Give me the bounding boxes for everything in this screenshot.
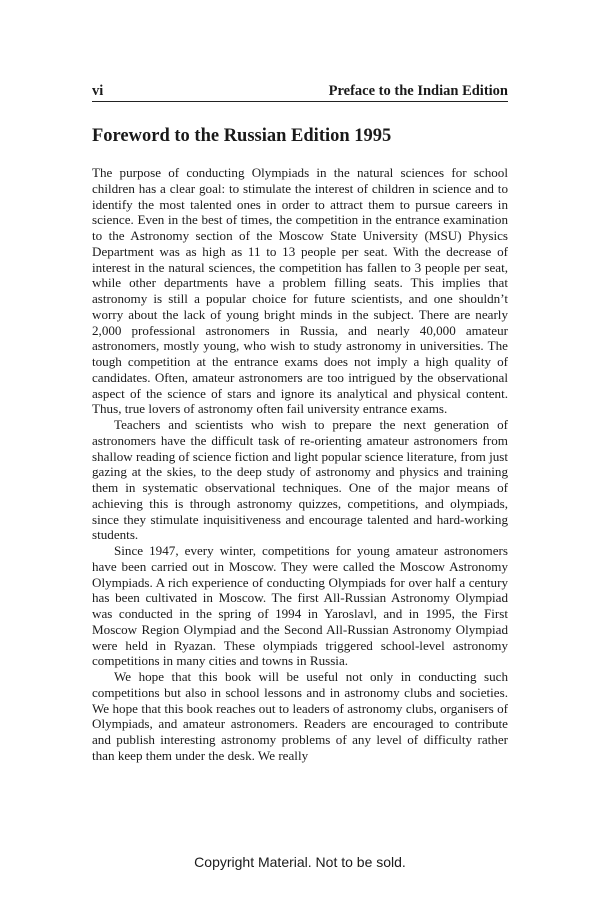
- running-title: Preface to the Indian Edition: [328, 83, 508, 99]
- paragraph: Since 1947, every winter, competitions for young amateur astronomers have been carried out in Moscow. They were called the Moscow Astronomy Olympiads. A rich experience of conducting Olympiads for over half a century has been cultivated in Moscow. The first All-Russian Astronomy Olympiad was conducted in the spring of 1994 in Yaroslavl, and in 1995, the First Moscow Region Olympiad and the Second All-Russian Astronomy Olympiad were held in Ryazan. These olympiads triggered school-level astronomy competitions in many cities and towns in Russia.: [92, 543, 508, 669]
- body-text: [92, 165, 508, 764]
- running-header: [92, 82, 508, 102]
- page-number: vi: [92, 83, 104, 99]
- paragraph: Teachers and scientists who wish to prepare the next generation of astronomers have the difficult task of re-orienting amateur astronomers from shallow reading of science fiction and light popular science literature, from just gazing at the skies, to the deep study of astronomy and physics and training them in systematic observational techniques. One of the major means of achieving this is through astronomy quizzes, competitions, and olympiads, since they stimulate inquisitiveness and encourage talented and hard-working students.: [92, 417, 508, 543]
- section-title: Foreword to the Russian Edition 1995: [92, 126, 392, 146]
- paragraph: The purpose of conducting Olympiads in the natural sciences for school children has a clear goal: to stimulate the interest of children in science and to identify the most talented ones in order to attract them to pursue careers in science. Even in the best of times, the competition in the entrance examination to the Astronomy section of the Moscow State University (MSU) Physics Department was as high as 11 to 13 people per seat. With the decrease of interest in the natural sciences, the competition has fallen to 3 people per seat, while other departments have a problem filling seats. This implies that astronomy is still a popular choice for future scientists, and one shouldn’t worry about the lack of young bright minds in the subject. There are nearly 2,000 professional astronomers in Russia, and nearly 40,000 amateur astronomers, mostly young, who wish to study astronomy in universities. The tough competition at the entrance exams does not imply a high quality of candidates. Often, amateur astronomers are too intrigued by the observational aspect of the science of stars and ignore its analytical and physical content. Thus, true lovers of astronomy often fail university entrance exams.: [92, 165, 508, 417]
- copyright-notice: Copyright Material. Not to be sold.: [194, 854, 406, 870]
- paragraph: We hope that this book will be useful not only in conducting such competitions but also in school lessons and in astronomy clubs and societies. We hope that this book reaches out to leaders of astronomy clubs, organisers of Olympiads, and amateur astronomers. Readers are encouraged to contribute and publish interesting astronomy problems of any level of difficulty rather than keep them under the desk. We really: [92, 669, 508, 763]
